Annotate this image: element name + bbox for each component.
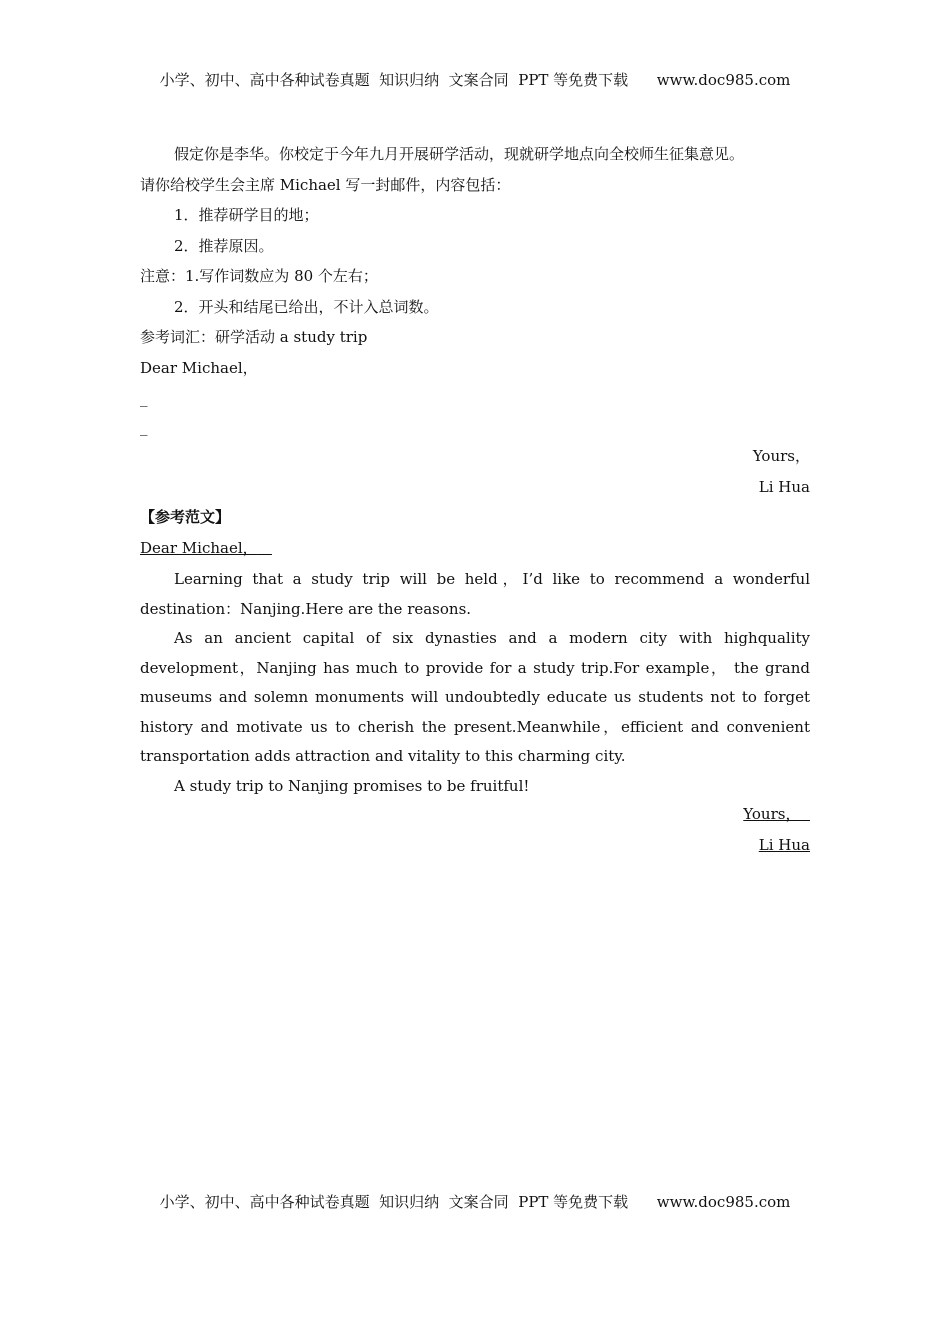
sample-paragraph-3: A study trip to Nanjing promises to be fruitful! xyxy=(174,776,530,795)
task-intro-line-1: 假定你是李华。你校定于今年九月开展研学活动，现就研学地点向全校师生征集意见。 xyxy=(174,145,745,163)
sample-closing: Yours， xyxy=(743,805,801,823)
task-point-1: 1．推荐研学目的地； xyxy=(174,206,319,224)
task-closing: Yours， xyxy=(752,447,810,465)
answer-blank-1: _ xyxy=(140,389,148,407)
task-note-2: 2．开头和结尾已给出，不计入总词数。 xyxy=(174,297,439,316)
sample-greeting: Dear Michael， xyxy=(140,538,258,557)
sample-paragraph-1: Learning that a study trip will be held，I’d like to recommend a wonderful destination：Nanjing.Here are the reasons. xyxy=(140,570,810,618)
task-point-2: 2．推荐原因。 xyxy=(174,236,274,255)
sample-signature: Li Hua xyxy=(758,835,810,854)
task-note-1: 注意：1.写作词数应为 80 个左右； xyxy=(140,267,378,285)
sample-paragraph-2: As an ancient capital of six dynasties and a modern city with highquality development，Nanjing has much to provide for a study trip.For example， the grand museums and solemn monuments will undoubtedly educate us students not to forget history and motivate us to cherish the present.Meanwhile，efficient and convenient transportation adds attraction and vitality to this charming city. xyxy=(140,629,810,765)
task-greeting: Dear Michael， xyxy=(140,358,258,377)
page-footer: 小学、初中、高中各种试卷真题 知识归纳 文案合同 PPT 等免费下载 www.doc985.com xyxy=(159,1193,791,1211)
answer-blank-2: _ xyxy=(140,418,148,436)
document-body xyxy=(140,141,810,862)
page-header: 小学、初中、高中各种试卷真题 知识归纳 文案合同 PPT 等免费下载 www.doc985.com xyxy=(159,71,791,89)
task-signature: Li Hua xyxy=(758,477,810,496)
task-intro-line-2: 请你给校学生会主席 Michael 写一封邮件，内容包括： xyxy=(140,175,511,194)
task-vocab: 参考词汇：研学活动 a study trip xyxy=(140,328,368,346)
sample-heading: 【参考范文】 xyxy=(140,508,231,526)
